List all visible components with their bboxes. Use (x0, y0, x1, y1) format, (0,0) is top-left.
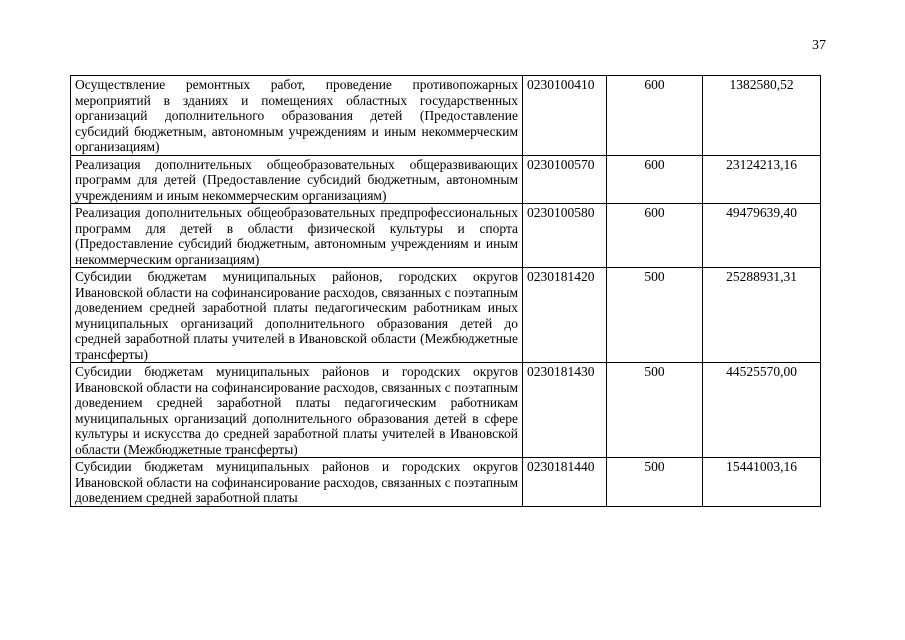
row-target-code: 0230181430 (523, 363, 607, 458)
row-expense-type: 600 (607, 76, 703, 156)
row-amount: 15441003,16 (703, 458, 821, 507)
table-row (71, 204, 821, 268)
row-description: Субсидии бюджетам муниципальных районов и городских округов Ивановской области на софинансирование расходов, связанных с поэтапным доведением средней заработной платы (71, 458, 523, 507)
row-target-code: 0230181420 (523, 268, 607, 363)
row-amount: 44525570,00 (703, 363, 821, 458)
table-row (71, 363, 821, 458)
row-description: Реализация дополнительных общеобразовательных общеразвивающих программ для детей (Предоставление субсидий бюджетным, автономным учреждениям и иным некоммерческим организациям) (71, 155, 523, 204)
table-row (71, 268, 821, 363)
row-expense-type: 500 (607, 363, 703, 458)
row-target-code: 0230100580 (523, 204, 607, 268)
table-row (71, 155, 821, 204)
row-expense-type: 500 (607, 458, 703, 507)
table-row (71, 458, 821, 507)
row-target-code: 0230100410 (523, 76, 607, 156)
budget-table (70, 75, 821, 507)
row-description: Субсидии бюджетам муниципальных районов, городских округов Ивановской области на софинансирование расходов, связанных с поэтапным доведением средней заработной платы педагогическим работникам иных муниципальных организаций дополнительного образования детей до средней заработной платы учителей в Ивановской области (Межбюджетные трансферты) (71, 268, 523, 363)
row-expense-type: 600 (607, 204, 703, 268)
row-description: Субсидии бюджетам муниципальных районов и городских округов Ивановской области на софинансирование расходов, связанных с поэтапным доведением средней заработной платы педагогическим работникам муниципальных организаций дополнительного образования детей в сфере культуры и искусства до средней заработной платы учителей в Ивановской области (Межбюджетные трансферты) (71, 363, 523, 458)
row-expense-type: 500 (607, 268, 703, 363)
page-number: 37 (812, 38, 826, 53)
row-expense-type: 600 (607, 155, 703, 204)
table-row (71, 76, 821, 156)
row-amount: 49479639,40 (703, 204, 821, 268)
row-target-code: 0230181440 (523, 458, 607, 507)
row-description: Реализация дополнительных общеобразовательных предпрофессиональных программ для детей в области физической культуры и спорта (Предоставление субсидий бюджетным, автономным учреждениям и иным некоммерческим организациям) (71, 204, 523, 268)
row-amount: 1382580,52 (703, 76, 821, 156)
row-target-code: 0230100570 (523, 155, 607, 204)
row-amount: 25288931,31 (703, 268, 821, 363)
row-amount: 23124213,16 (703, 155, 821, 204)
row-description: Осуществление ремонтных работ, проведение противопожарных мероприятий в зданиях и помещениях областных государственных организаций дополнительного образования детей (Предоставление субсидий бюджетным, автономным учреждениям и иным некоммерческим организациям) (71, 76, 523, 156)
